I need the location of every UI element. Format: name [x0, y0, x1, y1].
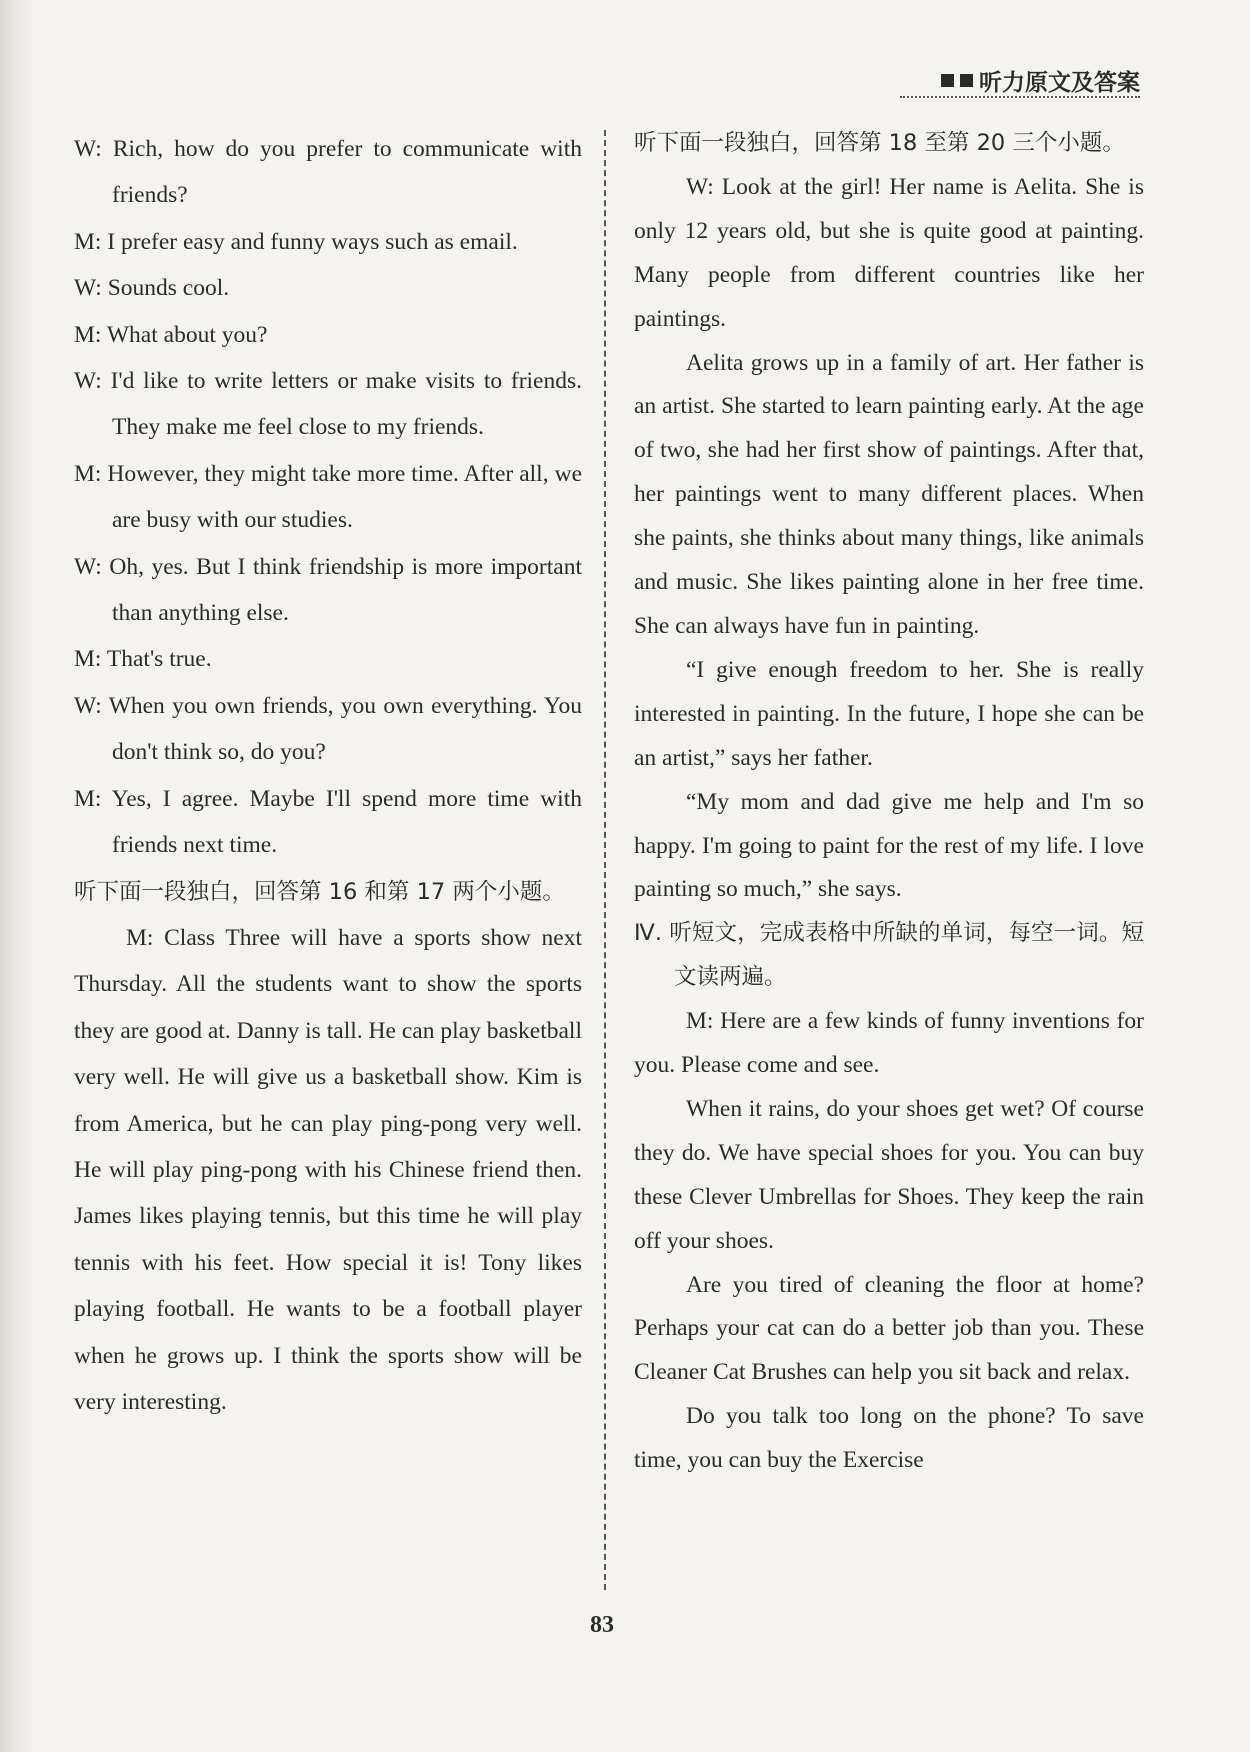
page-header	[941, 64, 1140, 97]
dialogue-line: W: Rich, how do you prefer to communicate with friends?	[74, 136, 582, 209]
header-rule	[900, 96, 1140, 98]
dialogue-line: M: However, they might take more time. After all, we are busy with our studies.	[74, 460, 582, 534]
header-square-icon	[960, 74, 973, 87]
dialogue-line: M: That's true.	[74, 646, 212, 673]
left-column	[74, 126, 582, 1425]
section-heading: Ⅳ. 听短文，完成表格中所缺的单词，每空一词。短文读两遍。	[634, 920, 1144, 991]
page-binding-shadow	[0, 0, 34, 1752]
dialogue-line: W: Oh, yes. But I think friendship is more important than anything else.	[74, 553, 582, 627]
dialogue-line: W: Sounds cool.	[74, 275, 230, 302]
dialogue-line: M: Yes, I agree. Maybe I'll spend more time with friends next time.	[74, 785, 582, 859]
monologue-paragraph: W: Look at the girl! Her name is Aelita. She is only 12 years old, but she is quite good at painting. Many people from different countries like her paintings.	[634, 173, 1144, 332]
monologue-paragraph: “I give enough freedom to her. She is really interested in painting. In the future, I hope she can be an artist,” says her father.	[634, 656, 1144, 771]
monologue-paragraph: Aelita grows up in a family of art. Her father is an artist. She started to learn painting early. At the age of two, she had her first show of paintings. After that, her paintings went to many different places. When she paints, she thinks about many things, like animals and music. She likes painting alone in her free time. She can always have fun in painting.	[634, 349, 1144, 639]
monologue-paragraph: When it rains, do your shoes get wet? Of course they do. We have special shoes for you. You can buy these Clever Umbrellas for Shoes. They keep the rain off your shoes.	[634, 1095, 1144, 1254]
dialogue-line: M: I prefer easy and funny ways such as email.	[74, 228, 518, 255]
monologue-paragraph: Do you talk too long on the phone? To save time, you can buy the Exercise	[634, 1403, 1144, 1474]
section-instruction: 听下面一段独白，回答第 18 至第 20 三个小题。	[634, 130, 1125, 156]
section-instruction: 听下面一段独白，回答第 16 和第 17 两个小题。	[74, 878, 565, 905]
monologue-paragraph: Are you tired of cleaning the floor at home? Perhaps your cat can do a better job than you. These Cleaner Cat Brushes can help you sit back and relax.	[634, 1271, 1144, 1386]
monologue-paragraph: M: Class Three will have a sports show next Thursday. All the students want to show the sports they are good at. Danny is tall. He can play basketball very well. He will give us a basketball show. Kim is from America, but he can play ping-pong very well. He will play ping-pong with his Chinese friend then. James likes playing tennis, but this time he will play tennis with his feet. How special it is! Tony likes playing football. He wants to be a football player when he grows up. I think the sports show will be very interesting.	[74, 924, 582, 1415]
right-column	[634, 122, 1144, 1483]
header-square-icon	[941, 74, 954, 87]
dialogue-line: W: I'd like to write letters or make visits to friends. They make me feel close to my friends.	[74, 368, 582, 441]
dialogue-line: M: What about you?	[74, 321, 268, 348]
monologue-paragraph: “My mom and dad give me help and I'm so happy. I'm going to paint for the rest of my life. I love painting so much,” she says.	[634, 788, 1144, 903]
column-divider	[604, 130, 606, 1590]
monologue-paragraph: M: Here are a few kinds of funny inventions for you. Please come and see.	[634, 1008, 1144, 1079]
dialogue-line: W: When you own friends, you own everything. You don't think so, do you?	[74, 692, 582, 766]
page-number: 83	[590, 1612, 614, 1638]
header-title: 听力原文及答案	[979, 70, 1140, 96]
